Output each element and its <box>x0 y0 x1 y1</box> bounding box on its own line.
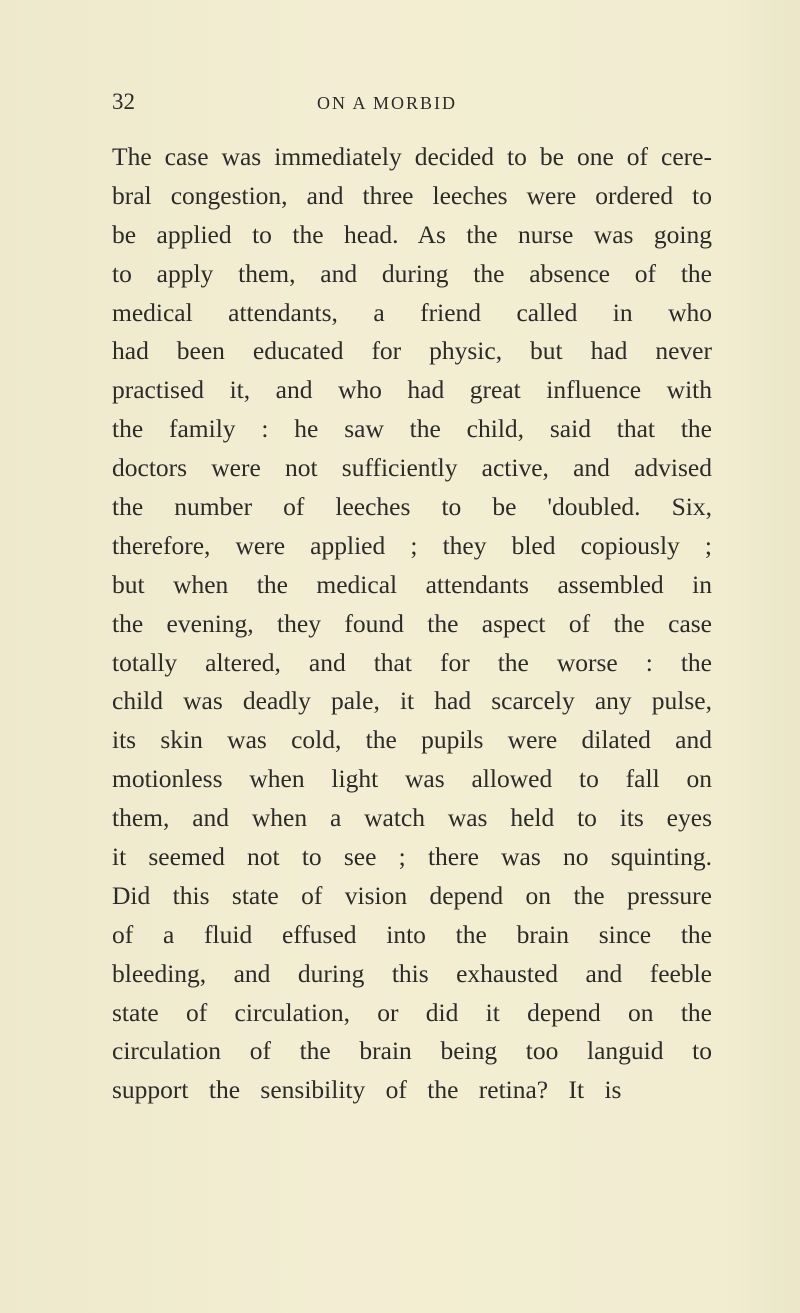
running-head <box>112 86 712 118</box>
text-line: child was deadly pale, it had scarcely any pulse, <box>112 686 712 716</box>
text-line: bleeding, and during this exhausted and feeble <box>112 958 712 988</box>
text-line: support the sensibility of the retina? It is <box>112 1075 622 1105</box>
text-line: totally altered, and that for the worse : the <box>112 647 712 677</box>
text-line: Did this state of vision depend on the pressure <box>112 880 712 910</box>
text-line: circulation of the brain being too languid to <box>112 1036 712 1066</box>
text-line: but when the medical attendants assembled in <box>112 569 712 599</box>
text-line: the family : he saw the child, said that the <box>112 414 712 444</box>
text-line: practised it, and who had great influence with <box>112 375 712 405</box>
body-text <box>112 138 712 1110</box>
text-line: had been educated for physic, but had never <box>112 336 712 366</box>
text-line: doctors were not sufficiently active, and advised <box>112 453 712 483</box>
text-line: the number of leeches to be 'doubled. Six, <box>112 492 712 522</box>
text-line: be applied to the head. As the nurse was going <box>112 219 712 249</box>
text-line: it seemed not to see ; there was no squinting. <box>112 842 712 872</box>
text-line: The case was immediately decided to be one of cere- <box>112 142 712 171</box>
text-line: state of circulation, or did it depend on the <box>112 997 712 1027</box>
text-line: of a fluid effused into the brain since the <box>112 919 712 949</box>
text-line: its skin was cold, the pupils were dilated and <box>112 725 712 755</box>
text-line: to apply them, and during the absence of the <box>112 258 712 288</box>
text-line: therefore, were applied ; they bled copiously ; <box>112 530 712 560</box>
text-line: bral congestion, and three leeches were ordered to <box>112 180 712 210</box>
text-line: them, and when a watch was held to its eyes <box>112 803 712 833</box>
text-line: the evening, they found the aspect of the case <box>112 608 712 638</box>
page-number: 32 <box>112 89 135 114</box>
running-title: ON A MORBID <box>317 93 458 113</box>
text-line: medical attendants, a friend called in who <box>112 297 712 327</box>
text-line: motionless when light was allowed to fall on <box>112 764 712 794</box>
